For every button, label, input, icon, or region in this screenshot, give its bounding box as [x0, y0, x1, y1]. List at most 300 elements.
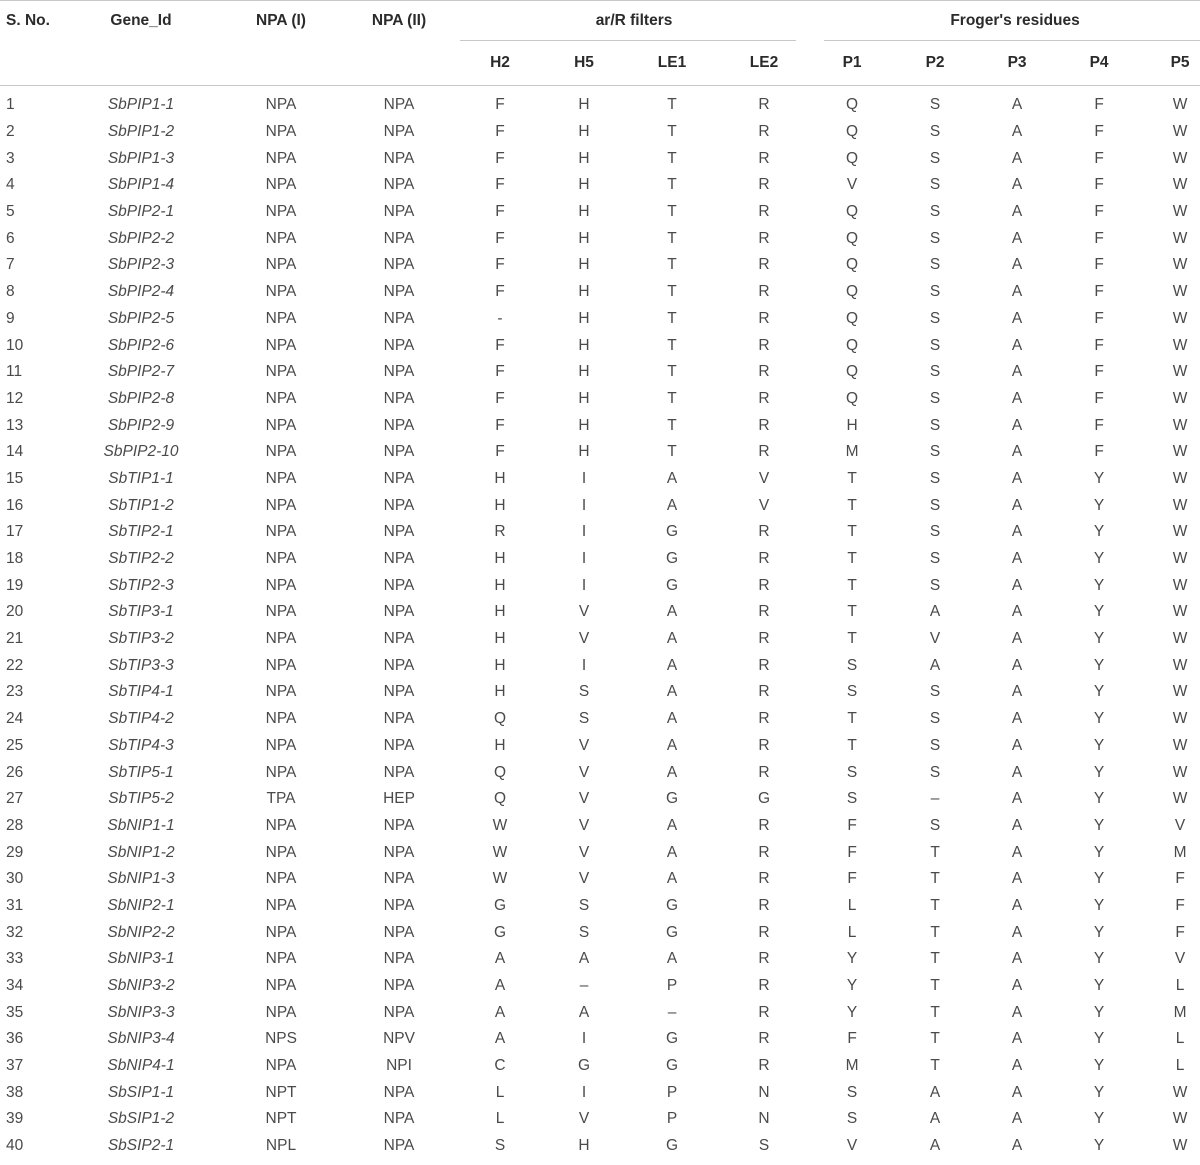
- cell-p1: Q: [846, 363, 859, 381]
- cell-gene-id: SbPIP2-5: [107, 309, 175, 327]
- cell-p4: F: [1094, 203, 1104, 221]
- table-row: [0, 706, 1200, 733]
- cell-gene-id: SbNIP2-1: [107, 896, 175, 914]
- cell-h2: F: [495, 283, 505, 301]
- cell-s-no: 28: [6, 816, 24, 834]
- cell-s-no: 40: [6, 1137, 24, 1155]
- cell-npa-2: NPA: [383, 389, 415, 407]
- cell-le1: A: [666, 870, 678, 888]
- cell-p2: A: [929, 1137, 941, 1155]
- cell-p3: A: [1011, 790, 1023, 808]
- cell-p1: F: [847, 870, 857, 888]
- cell-le2: R: [758, 710, 770, 728]
- table-row: [0, 466, 1200, 493]
- cell-h2: H: [494, 736, 506, 754]
- cell-p5: W: [1172, 576, 1188, 594]
- cell-npa-2: NPA: [383, 710, 415, 728]
- cell-npa-2: NPA: [383, 496, 415, 514]
- cell-gene-id: SbNIP3-4: [107, 1030, 175, 1048]
- cell-s-no: 29: [6, 843, 24, 861]
- table-row: [0, 946, 1200, 973]
- table-row: [0, 599, 1200, 626]
- cell-le2: R: [758, 683, 770, 701]
- table-row: [0, 412, 1200, 439]
- cell-npa-2: NPA: [383, 176, 415, 194]
- cell-p2: S: [929, 149, 941, 167]
- cell-p4: F: [1094, 149, 1104, 167]
- cell-p1: Q: [846, 336, 859, 354]
- cell-p4: Y: [1093, 576, 1105, 594]
- table-row: [0, 439, 1200, 466]
- cell-p5: W: [1172, 389, 1188, 407]
- cell-p2: S: [929, 816, 941, 834]
- cell-p2: S: [929, 203, 941, 221]
- table-row: [0, 519, 1200, 546]
- header-ar-r-filters-label: ar/R filters: [595, 12, 673, 29]
- cell-s-no: 9: [6, 309, 15, 327]
- cell-le1: A: [666, 496, 678, 514]
- cell-p4: Y: [1093, 736, 1105, 754]
- cell-p5: W: [1172, 790, 1188, 808]
- cell-h5: I: [581, 1083, 587, 1101]
- cell-h5: I: [581, 469, 587, 487]
- cell-p3: A: [1011, 256, 1023, 274]
- cell-le2: N: [758, 1083, 770, 1101]
- cell-h5: V: [578, 763, 590, 781]
- cell-p3: A: [1011, 1110, 1023, 1128]
- cell-p5: W: [1172, 443, 1188, 461]
- cell-p5: L: [1175, 1030, 1185, 1048]
- cell-p4: Y: [1093, 1057, 1105, 1075]
- cell-le2: R: [758, 96, 770, 114]
- cell-npa-2: NPA: [383, 96, 415, 114]
- cell-s-no: 24: [6, 710, 24, 728]
- cell-h2: Q: [493, 710, 507, 728]
- cell-le2: R: [758, 1057, 770, 1075]
- cell-p2: S: [929, 123, 941, 141]
- cell-le1: A: [666, 630, 678, 648]
- cell-p3: A: [1011, 550, 1023, 568]
- header-frogers-residues-label: Froger's residues: [950, 12, 1080, 29]
- cell-h5: H: [578, 309, 590, 327]
- cell-p5: M: [1173, 843, 1187, 861]
- cell-le2: R: [758, 416, 770, 434]
- cell-npa-2: NPA: [383, 816, 415, 834]
- cell-npa-1: NPA: [265, 123, 297, 141]
- cell-p5: L: [1175, 977, 1185, 995]
- cell-npa-1: NPA: [265, 176, 297, 194]
- cell-p2: S: [929, 496, 941, 514]
- cell-p3: A: [1011, 870, 1023, 888]
- table-row: [0, 279, 1200, 306]
- cell-p2: S: [929, 550, 941, 568]
- cell-p1: Y: [846, 1003, 858, 1021]
- cell-p4: Y: [1093, 763, 1105, 781]
- cell-h5: V: [578, 790, 590, 808]
- cell-npa-1: NPA: [265, 896, 297, 914]
- cell-npa-2: NPA: [383, 309, 415, 327]
- cell-h2: H: [494, 576, 506, 594]
- cell-h2: F: [495, 389, 505, 407]
- cell-p4: Y: [1093, 469, 1105, 487]
- cell-p5: W: [1172, 683, 1188, 701]
- cell-p4: F: [1094, 123, 1104, 141]
- cell-p2: S: [929, 176, 941, 194]
- cell-p2: S: [929, 469, 941, 487]
- cell-le2: G: [757, 790, 771, 808]
- cell-le1: P: [666, 977, 678, 995]
- cell-s-no: 32: [6, 923, 24, 941]
- cell-gene-id: SbPIP2-2: [107, 229, 175, 247]
- cell-p4: F: [1094, 256, 1104, 274]
- cell-le1: T: [667, 123, 677, 141]
- cell-npa-2: NPA: [383, 123, 415, 141]
- table-row: [0, 786, 1200, 813]
- cell-p5: F: [1175, 870, 1185, 888]
- header-gene-id: Gene_Id: [60, 1, 222, 42]
- cell-npa-2: NPV: [383, 1030, 415, 1048]
- cell-s-no: 22: [6, 656, 24, 674]
- cell-h5: H: [578, 229, 590, 247]
- cell-le1: A: [666, 950, 678, 968]
- cell-s-no: 13: [6, 416, 24, 434]
- cell-p2: S: [929, 763, 941, 781]
- cell-npa-2: NPA: [383, 363, 415, 381]
- cell-s-no: 8: [6, 283, 15, 301]
- cell-s-no: 39: [6, 1110, 24, 1128]
- cell-s-no: 11: [6, 363, 23, 381]
- cell-p4: Y: [1093, 656, 1105, 674]
- cell-gene-id: SbSIP2-1: [107, 1137, 175, 1155]
- cell-npa-2: NPA: [383, 603, 415, 621]
- cell-p4: Y: [1093, 1003, 1105, 1021]
- cell-npa-1: NPA: [265, 603, 297, 621]
- cell-le1: A: [666, 710, 678, 728]
- cell-p5: W: [1172, 309, 1188, 327]
- cell-p5: W: [1172, 149, 1188, 167]
- cell-p4: Y: [1093, 603, 1105, 621]
- cell-npa-1: NPA: [265, 843, 297, 861]
- cell-npa-2: HEP: [383, 790, 415, 808]
- cell-p4: F: [1094, 443, 1104, 461]
- cell-p1: S: [846, 683, 858, 701]
- cell-h5: H: [578, 176, 590, 194]
- cell-npa-1: NPA: [265, 229, 297, 247]
- cell-le2: R: [758, 443, 770, 461]
- cell-le1: A: [666, 683, 678, 701]
- cell-p1: Q: [846, 96, 859, 114]
- cell-p2: S: [929, 363, 941, 381]
- header-s-no: S. No.: [0, 1, 60, 42]
- table-row: [0, 359, 1200, 386]
- table-row: [0, 999, 1200, 1026]
- cell-h2: H: [494, 656, 506, 674]
- header-h5: H5: [542, 41, 626, 86]
- cell-p1: T: [847, 523, 857, 541]
- ar-r-group-rule: [460, 40, 796, 41]
- cell-p4: Y: [1093, 790, 1105, 808]
- cell-p3: A: [1011, 416, 1023, 434]
- cell-npa-1: NPA: [265, 416, 297, 434]
- cell-s-no: 6: [6, 229, 15, 247]
- header-blank-2: [60, 41, 222, 86]
- cell-le2: V: [758, 469, 770, 487]
- cell-h5: V: [578, 843, 590, 861]
- cell-h5: V: [578, 630, 590, 648]
- cell-p3: A: [1011, 603, 1023, 621]
- header-blank-4: [340, 41, 458, 86]
- cell-npa-2: NPA: [383, 469, 415, 487]
- cell-p2: T: [930, 977, 940, 995]
- cell-p1: S: [846, 790, 858, 808]
- cell-p4: Y: [1093, 896, 1105, 914]
- cell-p1: M: [845, 1057, 859, 1075]
- cell-p1: F: [847, 843, 857, 861]
- cell-p2: S: [929, 523, 941, 541]
- cell-npa-1: NPA: [265, 710, 297, 728]
- table-row: [0, 306, 1200, 333]
- cell-h5: H: [578, 363, 590, 381]
- cell-gene-id: SbPIP1-2: [107, 123, 175, 141]
- cell-s-no: 3: [6, 149, 15, 167]
- cell-p5: W: [1172, 336, 1188, 354]
- cell-npa-1: NPA: [265, 683, 297, 701]
- cell-p1: S: [846, 1083, 858, 1101]
- cell-gene-id: SbPIP2-8: [107, 389, 175, 407]
- cell-npa-2: NPA: [383, 1110, 415, 1128]
- cell-p3: A: [1011, 336, 1023, 354]
- cell-p5: W: [1172, 1137, 1188, 1155]
- cell-le2: R: [758, 283, 770, 301]
- cell-p5: W: [1172, 256, 1188, 274]
- cell-p2: S: [929, 256, 941, 274]
- cell-s-no: 12: [6, 389, 24, 407]
- cell-h5: I: [581, 1030, 587, 1048]
- cell-p2: –: [930, 790, 940, 808]
- cell-p5: F: [1175, 896, 1185, 914]
- cell-p5: W: [1172, 603, 1188, 621]
- cell-h5: H: [578, 1137, 590, 1155]
- cell-npa-2: NPA: [383, 683, 415, 701]
- cell-p1: S: [846, 763, 858, 781]
- cell-p2: A: [929, 603, 941, 621]
- cell-le1: T: [667, 203, 677, 221]
- cell-p3: A: [1011, 123, 1023, 141]
- cell-npa-1: NPA: [265, 923, 297, 941]
- cell-le2: R: [758, 870, 770, 888]
- cell-p4: F: [1094, 416, 1104, 434]
- cell-h5: H: [578, 443, 590, 461]
- cell-p3: A: [1011, 496, 1023, 514]
- cell-p1: Q: [846, 309, 859, 327]
- cell-le2: R: [758, 256, 770, 274]
- cell-p4: Y: [1093, 630, 1105, 648]
- cell-s-no: 35: [6, 1003, 24, 1021]
- cell-npa-1: NPA: [265, 96, 297, 114]
- cell-le1: G: [665, 576, 679, 594]
- cell-le2: R: [758, 309, 770, 327]
- cell-h5: H: [578, 96, 590, 114]
- cell-le2: R: [758, 336, 770, 354]
- cell-p3: A: [1011, 149, 1023, 167]
- cell-p5: W: [1172, 176, 1188, 194]
- table-row: [0, 119, 1200, 146]
- cell-p5: W: [1172, 496, 1188, 514]
- cell-le1: P: [666, 1110, 678, 1128]
- cell-p4: F: [1094, 363, 1104, 381]
- table-row: [0, 172, 1200, 199]
- cell-p3: A: [1011, 683, 1023, 701]
- cell-le2: R: [758, 896, 770, 914]
- cell-p5: W: [1172, 523, 1188, 541]
- cell-gene-id: SbSIP1-1: [107, 1083, 175, 1101]
- table-row: [0, 546, 1200, 573]
- cell-npa-1: NPA: [265, 203, 297, 221]
- cell-s-no: 14: [6, 443, 24, 461]
- cell-le2: R: [758, 816, 770, 834]
- cell-le1: G: [665, 523, 679, 541]
- cell-le2: R: [758, 123, 770, 141]
- cell-p2: T: [930, 1057, 940, 1075]
- cell-le2: R: [758, 736, 770, 754]
- cell-le1: T: [667, 283, 677, 301]
- table-row: [0, 813, 1200, 840]
- cell-p3: A: [1011, 1003, 1023, 1021]
- cell-h2: F: [495, 203, 505, 221]
- cell-p1: S: [846, 656, 858, 674]
- cell-s-no: 38: [6, 1083, 24, 1101]
- table-row: [0, 866, 1200, 893]
- cell-npa-2: NPA: [383, 550, 415, 568]
- table-row: [0, 332, 1200, 359]
- cell-s-no: 31: [6, 896, 24, 914]
- table-row: [0, 733, 1200, 760]
- cell-h5: H: [578, 123, 590, 141]
- cell-p1: Q: [846, 123, 859, 141]
- cell-gene-id: SbTIP5-1: [108, 763, 174, 781]
- cell-npa-1: NPA: [265, 389, 297, 407]
- cell-gene-id: SbNIP4-1: [107, 1057, 175, 1075]
- cell-p4: Y: [1093, 843, 1105, 861]
- cell-le1: G: [665, 790, 679, 808]
- cell-p3: A: [1011, 656, 1023, 674]
- cell-p5: W: [1172, 656, 1188, 674]
- cell-s-no: 1: [6, 96, 15, 114]
- cell-gene-id: SbTIP3-3: [108, 656, 174, 674]
- cell-h5: I: [581, 656, 587, 674]
- cell-npa-1: NPS: [265, 1030, 297, 1048]
- cell-h5: I: [581, 523, 587, 541]
- cell-h2: L: [495, 1083, 505, 1101]
- cell-le2: R: [758, 1030, 770, 1048]
- cell-h2: Q: [493, 763, 507, 781]
- cell-p1: Y: [846, 977, 858, 995]
- cell-h2: S: [494, 1137, 506, 1155]
- cell-p1: T: [847, 710, 857, 728]
- cell-le1: A: [666, 843, 678, 861]
- table-row: [0, 679, 1200, 706]
- cell-h2: Q: [493, 790, 507, 808]
- cell-npa-1: NPA: [265, 283, 297, 301]
- cell-s-no: 27: [6, 790, 24, 808]
- cell-npa-2: NPA: [383, 656, 415, 674]
- cell-p2: S: [929, 683, 941, 701]
- cell-p5: V: [1174, 950, 1186, 968]
- cell-p3: A: [1011, 523, 1023, 541]
- cell-s-no: 15: [6, 469, 24, 487]
- cell-le1: A: [666, 816, 678, 834]
- cell-s-no: 20: [6, 603, 24, 621]
- cell-p2: T: [930, 950, 940, 968]
- cell-npa-2: NPA: [383, 229, 415, 247]
- cell-p2: A: [929, 1110, 941, 1128]
- cell-p3: A: [1011, 736, 1023, 754]
- cell-h2: C: [494, 1057, 506, 1075]
- table-body: [0, 86, 1200, 1160]
- cell-p1: L: [847, 896, 857, 914]
- cell-le2: R: [758, 656, 770, 674]
- cell-s-no: 23: [6, 683, 24, 701]
- cell-h2: -: [497, 309, 503, 327]
- table-row: [0, 199, 1200, 226]
- cell-npa-1: NPA: [265, 496, 297, 514]
- cell-p5: V: [1174, 816, 1186, 834]
- cell-p4: Y: [1093, 683, 1105, 701]
- cell-h5: H: [578, 389, 590, 407]
- cell-p2: S: [929, 416, 941, 434]
- cell-h5: H: [578, 283, 590, 301]
- cell-le1: T: [667, 149, 677, 167]
- cell-npa-2: NPA: [383, 923, 415, 941]
- cell-s-no: 19: [6, 576, 24, 594]
- cell-s-no: 4: [6, 176, 15, 194]
- cell-le2: R: [758, 576, 770, 594]
- cell-le2: N: [758, 1110, 770, 1128]
- cell-p3: A: [1011, 96, 1023, 114]
- cell-gene-id: SbNIP1-2: [107, 843, 175, 861]
- cell-p5: W: [1172, 630, 1188, 648]
- cell-le2: R: [758, 523, 770, 541]
- cell-h2: L: [495, 1110, 505, 1128]
- cell-p3: A: [1011, 229, 1023, 247]
- cell-le1: T: [667, 229, 677, 247]
- cell-p3: A: [1011, 1030, 1023, 1048]
- cell-le2: R: [758, 363, 770, 381]
- cell-p5: W: [1172, 203, 1188, 221]
- cell-gene-id: SbTIP4-3: [108, 736, 174, 754]
- cell-h5: H: [578, 203, 590, 221]
- cell-p4: Y: [1093, 816, 1105, 834]
- cell-le1: A: [666, 736, 678, 754]
- cell-p1: F: [847, 816, 857, 834]
- cell-gene-id: SbNIP3-3: [107, 1003, 175, 1021]
- cell-h5: V: [578, 603, 590, 621]
- table-row: [0, 252, 1200, 279]
- cell-h2: H: [494, 630, 506, 648]
- cell-p5: W: [1172, 1110, 1188, 1128]
- table-row: [0, 759, 1200, 786]
- cell-npa-1: NPA: [265, 149, 297, 167]
- cell-p3: A: [1011, 176, 1023, 194]
- cell-p2: T: [930, 843, 940, 861]
- cell-p1: L: [847, 923, 857, 941]
- cell-gene-id: SbTIP1-2: [108, 496, 174, 514]
- cell-h5: S: [578, 923, 590, 941]
- cell-npa-1: NPT: [265, 1110, 297, 1128]
- cell-p5: W: [1172, 229, 1188, 247]
- cell-p5: W: [1172, 1083, 1188, 1101]
- cell-npa-2: NPA: [383, 896, 415, 914]
